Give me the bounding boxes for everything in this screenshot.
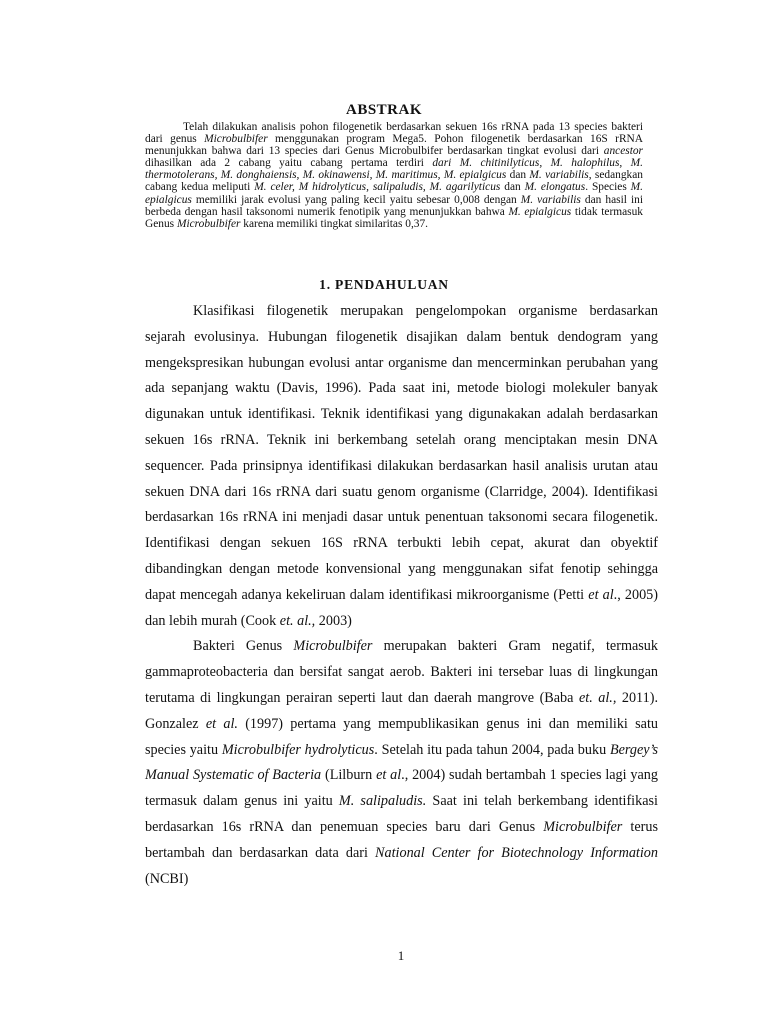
italic-text: Microbulbifer hydrolyticus bbox=[221, 741, 375, 758]
section-title: 1. PENDAHULUAN bbox=[319, 277, 449, 292]
text-run: dan bbox=[506, 169, 530, 182]
text-run: (1997) pertama yang mempublikasikan genus ini dan memiliki satu species yaitu bbox=[145, 715, 658, 758]
italic-text: National Center for Biotechnology Information bbox=[375, 844, 658, 861]
text-run: merupakan bakteri Gram negatif, termasuk gammaproteobacteria dan bersifat sangat aerob. Bakteri ini tersebar luas di lingkungan terutama di lingkungan perairan seperti laut dan daerah mangrove (Baba bbox=[145, 638, 658, 706]
italic-text: M. salipaludis. bbox=[338, 793, 427, 810]
text-run: . Setelah itu pada tahun 2004, pada buku bbox=[374, 741, 610, 758]
italic-text: M. variabilis bbox=[520, 193, 581, 206]
text-run: ., 2004) sudah bertambah 1 species lagi yang termasuk dalam genus ini yaitu bbox=[145, 767, 658, 810]
italic-text: M. variabilis bbox=[529, 169, 589, 182]
italic-text: et al. bbox=[205, 715, 238, 732]
abstract-body bbox=[145, 121, 643, 230]
text-run: memiliki jarak evolusi yang paling kecil yaitu sebesar 0,008 dengan bbox=[191, 193, 521, 206]
body-paragraph-2 bbox=[145, 634, 658, 892]
text-run: dihasilkan ada 2 cabang yaitu cabang pertama terdiri bbox=[145, 157, 433, 170]
page-number: 1 bbox=[397, 948, 405, 963]
text-run: tidak termasuk Genus bbox=[145, 205, 643, 230]
italic-text: M. elongatus bbox=[524, 181, 586, 194]
text-run: Saat ini telah berkembang identifikasi berdasarkan 16s rRNA dan penemuan species baru dari Genus bbox=[145, 793, 658, 835]
italic-text: et al bbox=[588, 586, 614, 603]
italic-text: Bergey’s Manual Systematic of Bacteria bbox=[145, 741, 658, 784]
body-paragraph-1 bbox=[145, 299, 658, 634]
italic-text: Microbulbifer bbox=[176, 217, 241, 230]
italic-text: et. al., bbox=[279, 612, 316, 629]
text-run: menggunakan program Mega5. Pohon filogenetik berdasarkan 16S rRNA menunjukkan bahwa dari 13 species dari Genus Microbulbifer berdasarkan tingkat evolusi dari bbox=[145, 133, 644, 158]
text-run: (NCBI) bbox=[145, 870, 189, 887]
text-run: Klasifikasi filogenetik merupakan pengelompokan organisme berdasarkan sejarah evolusinya. Hubungan filogenetik disajikan dalam bentuk dendogram yang mengekspresikan hubungan evolusi antar organisme dan mencerminkan perubahan yang ada sepanjang waktu (Davis, 1996). Pada saat ini, metode biologi molekuler banyak digunakan untuk identifikasi. Teknik identifikasi yang digunakakan adalah berdasarkan sekuen 16s rRNA. Teknik ini berkembang setelah orang menciptakan mesin DNA sequencer. Pada prinsipnya identifikasi dilakukan berdasarkan hasil analisis urutan atau sekuen DNA dari 16s rRNA dari suatu genom organisme (Clarridge, 2004). Identifikasi berdasarkan 16s rRNA ini menjadi dasar untuk penentuan taksonomi secara filogenetik. Identifikasi dengan sekuen 16S rRNA terbukti lebih cepat, akurat dan obyektif dibandingkan dengan metode konvensional yang menggunakan sifat fenotip sehingga dapat mencegah adanya kekeliruan dalam identifikasi mikroorganisme (Petti bbox=[145, 303, 658, 603]
italic-text: M. celer, M hidrolyticus, salipaludis, M. agarilyticus bbox=[254, 181, 501, 194]
text-run: 2011). Gonzalez bbox=[145, 689, 658, 732]
text-run: dan bbox=[500, 181, 525, 194]
italic-text: et. al., bbox=[578, 689, 617, 706]
text-run: , sedangkan cabang kedua meliputi bbox=[145, 169, 643, 194]
italic-text: Microbulbifer bbox=[293, 638, 373, 655]
text-run: (Lilburn bbox=[321, 767, 377, 784]
text-run: terus bertambah dan berdasarkan data dari bbox=[145, 818, 658, 861]
abstract-paragraph bbox=[145, 121, 643, 230]
italic-text: M. epialgicus bbox=[145, 181, 644, 206]
italic-text: Microbulbifer bbox=[543, 818, 623, 835]
section-body bbox=[145, 299, 658, 892]
italic-text: et al bbox=[376, 767, 402, 784]
italic-text: Microbulbifer bbox=[204, 133, 268, 146]
text-run: 2003) bbox=[315, 612, 352, 629]
text-run: dan hasil ini berbeda dengan hasil taksonomi numerik fenotipik yang menunjukkan bahwa bbox=[145, 193, 643, 218]
text-run: Bakteri Genus bbox=[193, 638, 294, 655]
text-run: Telah dilakukan analisis pohon filogenetik berdasarkan sekuen 16s rRNA pada 13 species bakteri dari genus bbox=[145, 121, 643, 146]
text-run: ., 2005) dan lebih murah (Cook bbox=[145, 586, 658, 629]
text-run: karena memiliki tingkat similaritas 0,37. bbox=[240, 217, 429, 230]
text-run: . Species bbox=[585, 181, 631, 194]
italic-text: dari M. chitinilyticus, M. halophilus, M. thermotolerans, M. donghaiensis, M. okinawensi, M. maritimus, M. epialgicus bbox=[145, 157, 643, 182]
abstract-title: ABSTRAK bbox=[345, 102, 423, 118]
italic-text: M. epialgicus bbox=[508, 205, 572, 218]
italic-text: ancestor bbox=[603, 145, 643, 158]
